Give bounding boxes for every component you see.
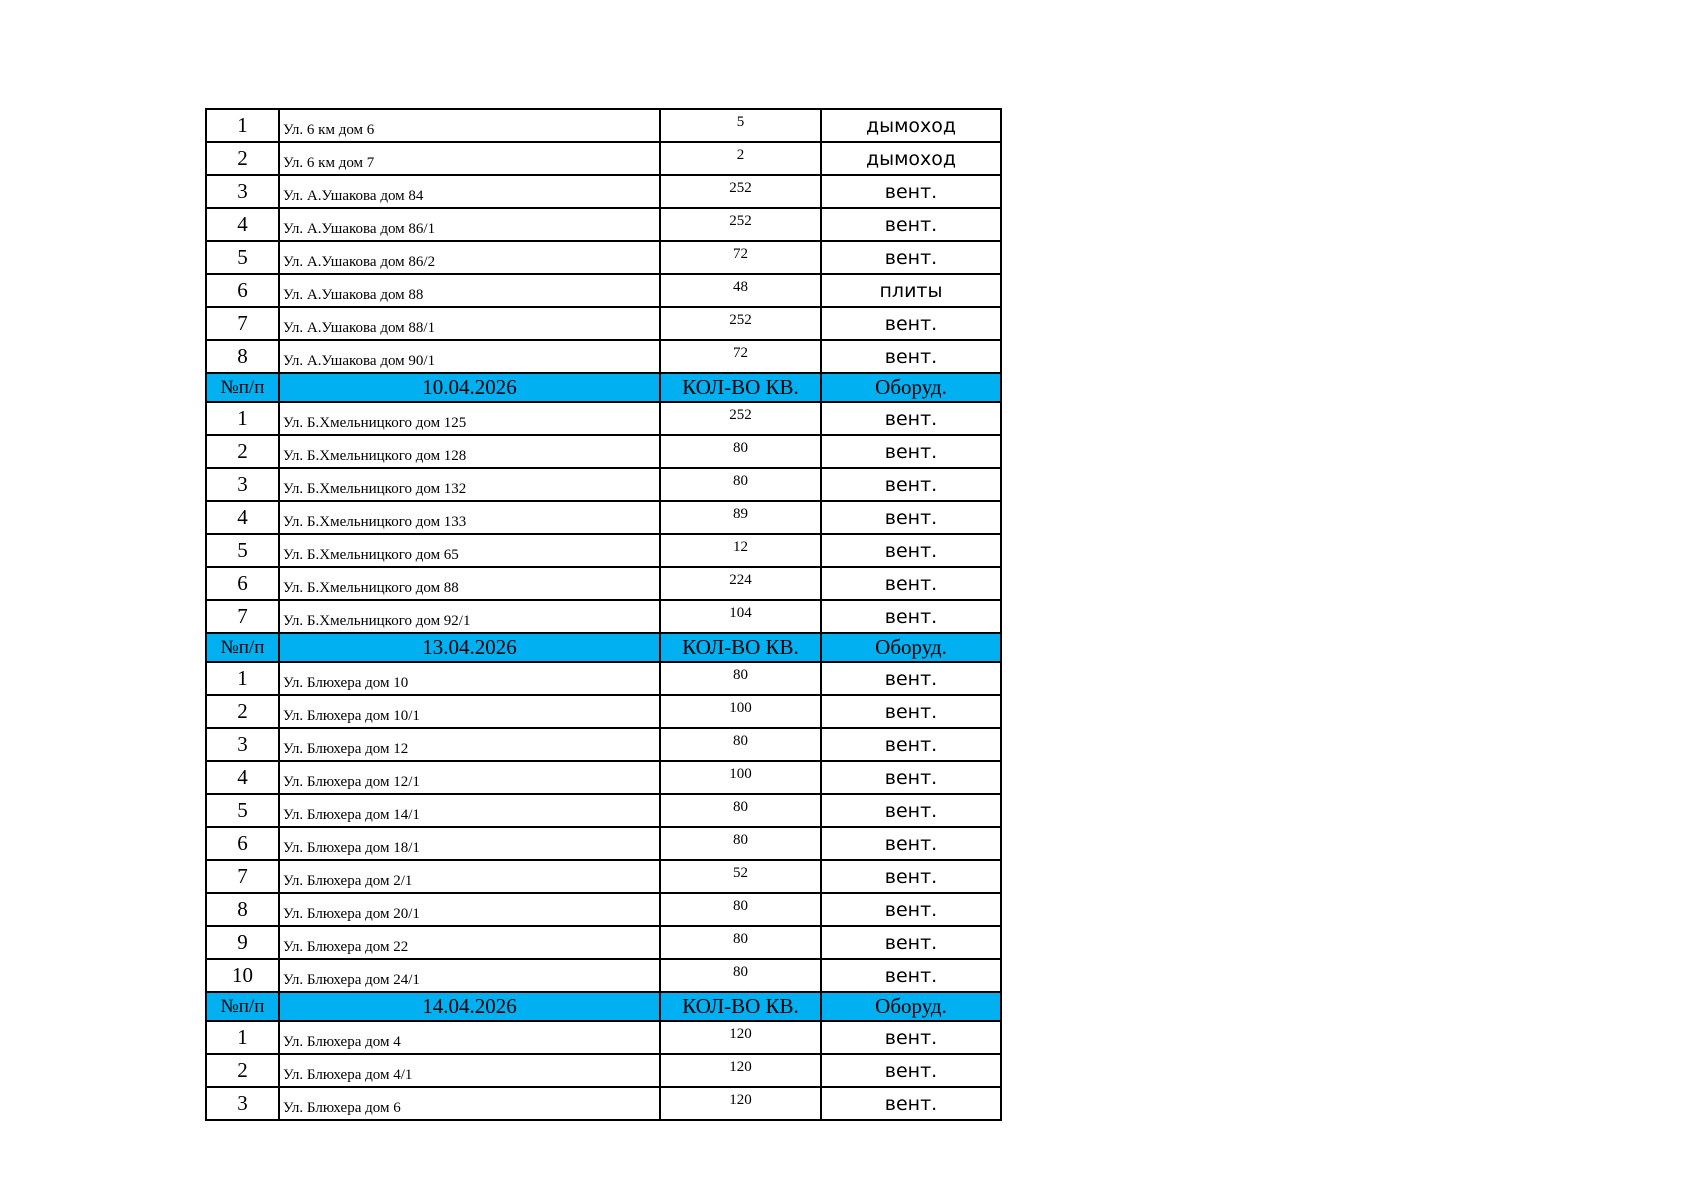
row-quantity: 80 xyxy=(660,959,821,992)
header-equipment-label: Оборуд. xyxy=(821,633,1001,662)
table-row xyxy=(206,827,1001,860)
row-equipment: вент. xyxy=(821,307,1001,340)
header-number-label: №п/п xyxy=(206,373,279,402)
row-quantity: 80 xyxy=(660,468,821,501)
row-equipment: вент. xyxy=(821,959,1001,992)
row-equipment: вент. xyxy=(821,175,1001,208)
table-row xyxy=(206,402,1001,435)
row-number: 5 xyxy=(206,241,279,274)
row-equipment: вент. xyxy=(821,662,1001,695)
row-number: 7 xyxy=(206,600,279,633)
row-equipment: вент. xyxy=(821,435,1001,468)
row-number: 3 xyxy=(206,728,279,761)
row-address: Ул. Б.Хмельницкого дом 125 xyxy=(279,402,660,435)
table-row xyxy=(206,435,1001,468)
row-quantity: 89 xyxy=(660,501,821,534)
table-row xyxy=(206,860,1001,893)
row-equipment: вент. xyxy=(821,695,1001,728)
row-equipment: вент. xyxy=(821,860,1001,893)
row-equipment: вент. xyxy=(821,468,1001,501)
row-address: Ул. А.Ушакова дом 84 xyxy=(279,175,660,208)
row-quantity: 80 xyxy=(660,435,821,468)
table-row xyxy=(206,695,1001,728)
row-address: Ул. Б.Хмельницкого дом 65 xyxy=(279,534,660,567)
row-number: 7 xyxy=(206,307,279,340)
row-address: Ул. 6 км дом 6 xyxy=(279,109,660,142)
table-row xyxy=(206,501,1001,534)
row-number: 8 xyxy=(206,893,279,926)
row-number: 6 xyxy=(206,827,279,860)
row-quantity: 252 xyxy=(660,307,821,340)
row-quantity: 52 xyxy=(660,860,821,893)
row-quantity: 120 xyxy=(660,1021,821,1054)
section-header-row xyxy=(206,633,1001,662)
table-row xyxy=(206,208,1001,241)
row-address: Ул. Блюхера дом 24/1 xyxy=(279,959,660,992)
row-number: 7 xyxy=(206,860,279,893)
row-equipment: вент. xyxy=(821,241,1001,274)
row-address: Ул. Блюхера дом 4 xyxy=(279,1021,660,1054)
table-row xyxy=(206,662,1001,695)
row-address: Ул. Б.Хмельницкого дом 88 xyxy=(279,567,660,600)
row-quantity: 80 xyxy=(660,893,821,926)
row-equipment: вент. xyxy=(821,1054,1001,1087)
row-address: Ул. А.Ушакова дом 88 xyxy=(279,274,660,307)
table-row xyxy=(206,926,1001,959)
row-address: Ул. Блюхера дом 12/1 xyxy=(279,761,660,794)
table-row xyxy=(206,340,1001,373)
row-quantity: 100 xyxy=(660,695,821,728)
row-address: Ул. Блюхера дом 22 xyxy=(279,926,660,959)
row-quantity: 80 xyxy=(660,794,821,827)
row-quantity: 80 xyxy=(660,926,821,959)
table-row xyxy=(206,534,1001,567)
table-row xyxy=(206,1054,1001,1087)
row-equipment: плиты xyxy=(821,274,1001,307)
table-row xyxy=(206,175,1001,208)
table-row xyxy=(206,794,1001,827)
row-number: 3 xyxy=(206,175,279,208)
table-row xyxy=(206,1021,1001,1054)
row-equipment: вент. xyxy=(821,501,1001,534)
header-number-label: №п/п xyxy=(206,633,279,662)
row-quantity: 80 xyxy=(660,662,821,695)
row-number: 4 xyxy=(206,208,279,241)
table-row xyxy=(206,109,1001,142)
row-quantity: 80 xyxy=(660,827,821,860)
row-number: 1 xyxy=(206,402,279,435)
header-date: 14.04.2026 xyxy=(279,992,660,1021)
table-row xyxy=(206,468,1001,501)
row-equipment: вент. xyxy=(821,534,1001,567)
row-equipment: вент. xyxy=(821,827,1001,860)
table-row xyxy=(206,567,1001,600)
row-number: 2 xyxy=(206,695,279,728)
row-address: Ул. А.Ушакова дом 88/1 xyxy=(279,307,660,340)
header-quantity-label: КОЛ-ВО КВ. xyxy=(660,992,821,1021)
row-address: Ул. Блюхера дом 20/1 xyxy=(279,893,660,926)
row-quantity: 252 xyxy=(660,402,821,435)
row-quantity: 252 xyxy=(660,208,821,241)
row-address: Ул. 6 км дом 7 xyxy=(279,142,660,175)
row-number: 4 xyxy=(206,761,279,794)
header-quantity-label: КОЛ-ВО КВ. xyxy=(660,633,821,662)
row-equipment: вент. xyxy=(821,926,1001,959)
row-number: 8 xyxy=(206,340,279,373)
row-number: 10 xyxy=(206,959,279,992)
row-quantity: 80 xyxy=(660,728,821,761)
row-address: Ул. Б.Хмельницкого дом 92/1 xyxy=(279,600,660,633)
table-row xyxy=(206,1087,1001,1120)
header-date: 10.04.2026 xyxy=(279,373,660,402)
row-quantity: 224 xyxy=(660,567,821,600)
section-header-row xyxy=(206,373,1001,402)
header-quantity-label: КОЛ-ВО КВ. xyxy=(660,373,821,402)
header-equipment-label: Оборуд. xyxy=(821,992,1001,1021)
row-quantity: 252 xyxy=(660,175,821,208)
row-address: Ул. А.Ушакова дом 90/1 xyxy=(279,340,660,373)
row-address: Ул. Б.Хмельницкого дом 133 xyxy=(279,501,660,534)
row-number: 3 xyxy=(206,468,279,501)
row-address: Ул. А.Ушакова дом 86/2 xyxy=(279,241,660,274)
row-equipment: вент. xyxy=(821,600,1001,633)
row-equipment: вент. xyxy=(821,340,1001,373)
schedule-table-body xyxy=(206,109,1001,1120)
row-equipment: вент. xyxy=(821,1021,1001,1054)
header-number-label: №п/п xyxy=(206,992,279,1021)
row-equipment: дымоход xyxy=(821,142,1001,175)
row-address: Ул. Блюхера дом 6 xyxy=(279,1087,660,1120)
row-equipment: вент. xyxy=(821,1087,1001,1120)
row-address: Ул. Блюхера дом 14/1 xyxy=(279,794,660,827)
header-equipment-label: Оборуд. xyxy=(821,373,1001,402)
row-equipment: вент. xyxy=(821,794,1001,827)
row-quantity: 72 xyxy=(660,241,821,274)
row-address: Ул. Блюхера дом 4/1 xyxy=(279,1054,660,1087)
row-quantity: 100 xyxy=(660,761,821,794)
row-number: 5 xyxy=(206,534,279,567)
row-number: 4 xyxy=(206,501,279,534)
row-number: 3 xyxy=(206,1087,279,1120)
table-row xyxy=(206,142,1001,175)
row-quantity: 2 xyxy=(660,142,821,175)
row-quantity: 72 xyxy=(660,340,821,373)
row-address: Ул. Блюхера дом 18/1 xyxy=(279,827,660,860)
table-row xyxy=(206,274,1001,307)
row-number: 2 xyxy=(206,1054,279,1087)
row-address: Ул. Блюхера дом 2/1 xyxy=(279,860,660,893)
table-row xyxy=(206,241,1001,274)
row-quantity: 120 xyxy=(660,1087,821,1120)
row-address: Ул. Б.Хмельницкого дом 132 xyxy=(279,468,660,501)
table-row xyxy=(206,761,1001,794)
table-row xyxy=(206,307,1001,340)
row-number: 1 xyxy=(206,662,279,695)
section-header-row xyxy=(206,992,1001,1021)
row-equipment: вент. xyxy=(821,567,1001,600)
header-date: 13.04.2026 xyxy=(279,633,660,662)
row-quantity: 5 xyxy=(660,109,821,142)
row-address: Ул. Блюхера дом 10 xyxy=(279,662,660,695)
table-row xyxy=(206,728,1001,761)
row-number: 6 xyxy=(206,567,279,600)
row-quantity: 12 xyxy=(660,534,821,567)
row-equipment: вент. xyxy=(821,893,1001,926)
row-address: Ул. Блюхера дом 10/1 xyxy=(279,695,660,728)
row-number: 1 xyxy=(206,109,279,142)
table-row xyxy=(206,959,1001,992)
row-quantity: 120 xyxy=(660,1054,821,1087)
row-address: Ул. А.Ушакова дом 86/1 xyxy=(279,208,660,241)
row-number: 2 xyxy=(206,142,279,175)
row-equipment: вент. xyxy=(821,728,1001,761)
row-equipment: вент. xyxy=(821,402,1001,435)
row-address: Ул. Блюхера дом 12 xyxy=(279,728,660,761)
row-address: Ул. Б.Хмельницкого дом 128 xyxy=(279,435,660,468)
row-equipment: вент. xyxy=(821,761,1001,794)
row-number: 1 xyxy=(206,1021,279,1054)
row-number: 6 xyxy=(206,274,279,307)
row-number: 2 xyxy=(206,435,279,468)
row-number: 5 xyxy=(206,794,279,827)
row-quantity: 48 xyxy=(660,274,821,307)
schedule-table xyxy=(205,108,1002,1121)
row-equipment: вент. xyxy=(821,208,1001,241)
table-row xyxy=(206,893,1001,926)
row-number: 9 xyxy=(206,926,279,959)
row-equipment: дымоход xyxy=(821,109,1001,142)
row-quantity: 104 xyxy=(660,600,821,633)
table-row xyxy=(206,600,1001,633)
